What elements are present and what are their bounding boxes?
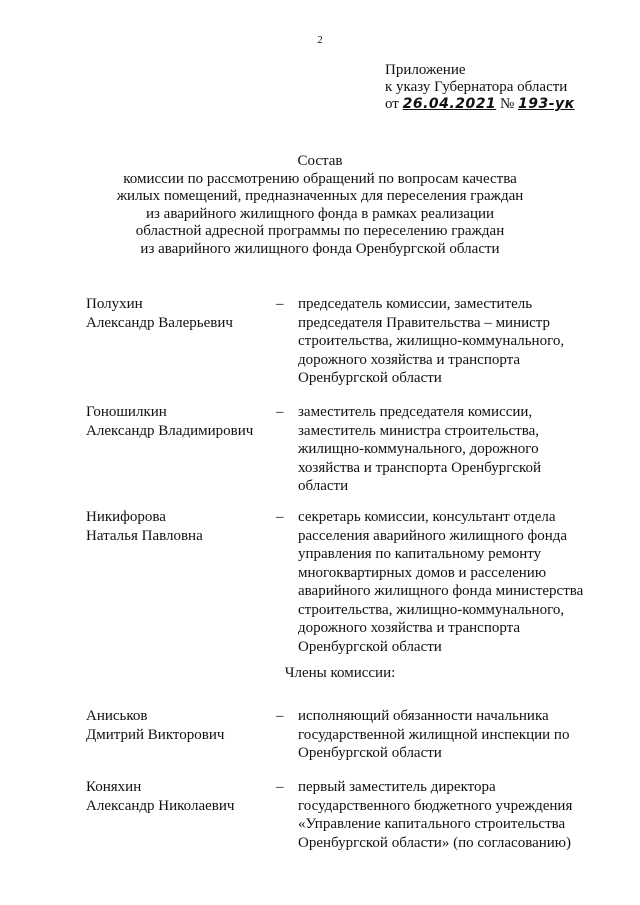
role-line: управления по капитальному ремонту — [298, 546, 542, 562]
member-role — [298, 508, 588, 656]
decree-date-number — [385, 96, 575, 113]
role-line: «Управление капитального строительства — [298, 816, 566, 832]
role-line: Оренбургской области» (по согласованию) — [298, 834, 572, 851]
member-surname: Аниськов — [86, 708, 148, 724]
appendix-title: Приложение — [385, 62, 466, 78]
dash: – — [276, 509, 284, 525]
role-line: государственной жилищной инспекции по — [298, 726, 570, 743]
role-line: первый заместитель директора — [298, 779, 496, 795]
role-line: председателя Правительства – министр — [298, 314, 551, 331]
title-line: жилых помещений, предназначенных для переселения граждан — [116, 188, 524, 204]
title-line: из аварийного жилищного фонда в рамках реализации — [145, 205, 495, 222]
member-name — [86, 295, 276, 332]
member-surname: Коняхин — [86, 779, 142, 795]
member-surname: Полухин — [86, 296, 143, 312]
role-line: Оренбургской области — [298, 745, 442, 761]
member-given-name: Александр Валерьевич — [86, 314, 233, 331]
appendix-reference: к указу Губернатора области — [385, 79, 568, 95]
role-line: государственного бюджетного учреждения — [298, 797, 573, 814]
role-line: расселения аварийного жилищного фонда — [298, 527, 568, 544]
role-line: исполняющий обязанности начальника — [298, 708, 549, 724]
decree-date: 26.04.2021 — [402, 96, 497, 112]
member-given-name: Дмитрий Викторович — [86, 726, 225, 743]
member-surname: Гоношилкин — [86, 404, 167, 420]
role-line: Оренбургской области — [298, 638, 442, 655]
member-given-name: Наталья Павловна — [86, 527, 203, 544]
document-title — [0, 153, 640, 258]
member-given-name: Александр Владимирович — [86, 422, 254, 439]
role-line: области — [298, 478, 349, 494]
member-name — [86, 403, 276, 440]
role-line: строительства, жилищно-коммунального, — [298, 333, 565, 349]
members-heading: Члены комиссии: — [284, 665, 396, 681]
role-line: хозяйства и транспорта Оренбургской — [298, 459, 542, 476]
role-line: председатель комиссии, заместитель — [298, 296, 533, 312]
member-role — [298, 403, 588, 496]
page-number: 2 — [317, 34, 323, 46]
member-role — [298, 778, 588, 852]
role-line: секретарь комиссии, консультант отдела — [298, 509, 556, 525]
role-line: дорожного хозяйства и транспорта — [298, 620, 521, 636]
role-line: заместитель председателя комиссии, — [298, 404, 533, 420]
member-name — [86, 707, 276, 744]
title-line: из аварийного жилищного фонда Оренбургской области — [140, 240, 500, 257]
decree-number: 193-ук — [518, 96, 575, 112]
role-line: аварийного жилищного фонда министерства — [298, 583, 584, 599]
member-name — [86, 508, 276, 545]
dash: – — [276, 779, 284, 795]
role-line: строительства, жилищно-коммунального, — [298, 601, 565, 618]
appendix-block — [385, 62, 575, 113]
dash: – — [276, 708, 284, 724]
member-role — [298, 707, 588, 763]
decree-number-sign: № — [499, 96, 515, 112]
role-line: жилищно-коммунального, дорожного — [298, 441, 539, 457]
role-line: дорожного хозяйства и транспорта — [298, 351, 521, 368]
title-line: комиссии по рассмотрению обращений по вопросам качества — [123, 170, 517, 187]
role-line: заместитель министра строительства, — [298, 422, 539, 439]
member-given-name: Александр Николаевич — [86, 797, 235, 814]
role-line: Оренбургской области — [298, 370, 442, 386]
decree-from-label: от — [385, 96, 399, 112]
member-surname: Никифорова — [86, 509, 166, 525]
title-line: областной адресной программы по переселению граждан — [135, 223, 505, 239]
member-name — [86, 778, 276, 815]
member-role — [298, 295, 588, 388]
dash: – — [276, 404, 284, 420]
title-line: Состав — [297, 153, 343, 169]
role-line: многоквартирных домов и расселению — [298, 564, 547, 581]
dash: – — [276, 296, 284, 312]
